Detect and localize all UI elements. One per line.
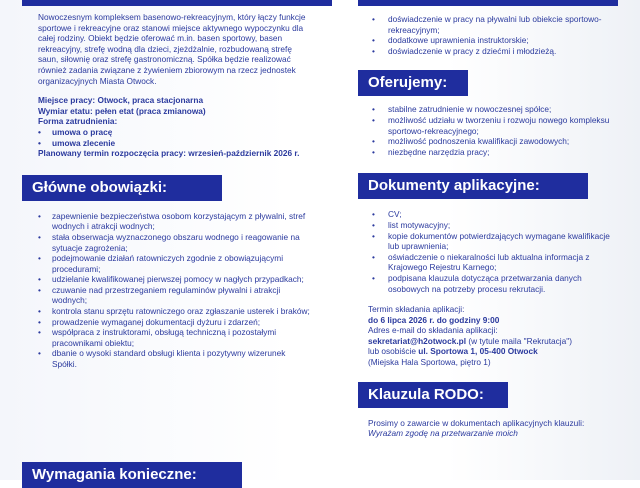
email-note: (w tytule maila "Rekrutacja") bbox=[466, 335, 572, 346]
list-item: • doświadczenie w pracy z dziećmi i młodzieżą. bbox=[358, 46, 620, 57]
intro-text: Nowoczesnym kompleksem basenowo-rekreacyjnym, który łączy funkcje sportowe i rekreacyjne oraz stanowi miejsce aktywnego wypoczynku dla całej rodziny. Obiekt będzie oferować m.in. basen sportowy, basen rekreacyjny, strefę wodną dla dzieci, zjeżdżalnie, rozbudowaną strefę saun, siłownię oraz strefę gastronomiczną. Spółka będzie realizować również zadania związane z żywieniem zbiorowym na rzecz jednostek organizacyjnych Miasta Otwock. bbox=[38, 12, 306, 86]
left-column bbox=[22, 0, 332, 483]
duties-list bbox=[22, 211, 312, 370]
rodo-header: Klauzula RODO: bbox=[358, 382, 508, 408]
list-item: • stabilne zatrudnienie w nowoczesnej spółce; bbox=[358, 104, 620, 115]
list-item: • współpraca z instruktorami, obsługą techniczną i pozostałymi pracownikami obiektu; bbox=[22, 327, 312, 348]
top-section-header bbox=[22, 0, 332, 6]
right-column bbox=[358, 0, 620, 439]
list-item: • udzielanie kwalifikowanej pierwszej pomocy w nagłych przypadkach; bbox=[22, 274, 312, 285]
address: ul. Sportowa 1, 05-400 Otwock bbox=[418, 346, 538, 357]
list-item: • czuwanie nad przestrzeganiem regulaminów pływalni i atrakcji wodnych; bbox=[22, 285, 312, 306]
list-item: • list motywacyjny; bbox=[358, 220, 614, 231]
deadline-value: do 6 lipca 2026 r. do godziny 9:00 bbox=[368, 314, 500, 325]
rodo-text-clause: Wyrażam zgodę na przetwarzanie moich bbox=[368, 428, 518, 439]
list-item: • CV; bbox=[358, 209, 614, 220]
start-date: Planowany termin rozpoczęcia pracy: wrzesień-październik 2026 r. bbox=[38, 148, 300, 159]
list-item: • stała obserwacja wyznaczonego obszaru wodnego i reagowanie na sytuacje zagrożenia; bbox=[22, 232, 312, 253]
list-item: • możliwość udziału w tworzeniu i rozwoju nowego kompleksu sportowo-rekreacyjnego; bbox=[358, 115, 620, 136]
list-item: • dodatkowe uprawnienia instruktorskie; bbox=[358, 35, 620, 46]
list-item: • podejmowanie działań ratowniczych zgodnie z obowiązującymi procedurami; bbox=[22, 253, 312, 274]
rodo-text bbox=[368, 418, 608, 439]
in-person-prefix: lub osobiście bbox=[368, 346, 419, 357]
hall-location: (Miejska Hala Sportowa, piętro 1) bbox=[368, 357, 491, 368]
list-item: • zapewnienie bezpieczeństwa osobom korzystającym z pływalni, stref wodnych i atrakcji wodnych; bbox=[22, 211, 312, 232]
duties-header: Główne obowiązki: bbox=[22, 175, 222, 201]
employment-form-label: Forma zatrudnienia: bbox=[38, 116, 118, 127]
list-item: • umowa zlecenie bbox=[22, 138, 332, 149]
list-item: • niezbędne narzędzia pracy; bbox=[358, 147, 620, 158]
additional-list bbox=[358, 14, 620, 56]
list-item: • podpisana klauzula dotycząca przetwarzania danych osobowych na potrzeby procesu rekrutacji. bbox=[358, 273, 614, 294]
list-item: • umowa o pracę bbox=[22, 127, 332, 138]
list-item: • oświadczenie o niekaralności lub aktualna informacja z Krajowego Rejestru Karnego; bbox=[358, 252, 614, 273]
list-item: • możliwość podnoszenia kwalifikacji zawodowych; bbox=[358, 136, 620, 147]
list-item: • doświadczenie w pracy na pływalni lub obiekcie sportowo-rekreacyjnym; bbox=[358, 14, 620, 35]
list-item: • kontrola stanu sprzętu ratowniczego oraz zgłaszanie usterek i braków; bbox=[22, 306, 312, 317]
work-location: Miejsce pracy: Otwock, praca stacjonarna bbox=[38, 95, 204, 106]
requirements-header: Wymagania konieczne: bbox=[22, 462, 242, 488]
email-address[interactable]: sekretariat@h2otwock.pl bbox=[368, 335, 467, 346]
rodo-text-intro: Prosimy o zawarcie w dokumentach aplikacyjnych klauzuli: bbox=[368, 417, 585, 428]
list-item: • dbanie o wysoki standard obsługi klienta i pozytywny wizerunek Spółki. bbox=[22, 348, 312, 369]
offer-header: Oferujemy: bbox=[358, 70, 468, 96]
work-time: Wymiar etatu: pełen etat (praca zmianowa) bbox=[38, 105, 206, 116]
email-label: Adres e-mail do składania aplikacji: bbox=[368, 325, 498, 336]
employment-form-list bbox=[22, 127, 332, 148]
offer-list bbox=[358, 104, 620, 157]
deadline-label: Termin składania aplikacji: bbox=[368, 304, 465, 315]
list-item: • prowadzenie wymaganej dokumentacji dyżuru i zdarzeń; bbox=[22, 317, 312, 328]
list-item: • kopie dokumentów potwierdzających wymagane kwalifikacje lub uprawnienia; bbox=[358, 231, 614, 252]
additional-header bbox=[358, 0, 618, 6]
documents-header: Dokumenty aplikacyjne: bbox=[358, 173, 588, 199]
documents-list bbox=[358, 209, 614, 294]
